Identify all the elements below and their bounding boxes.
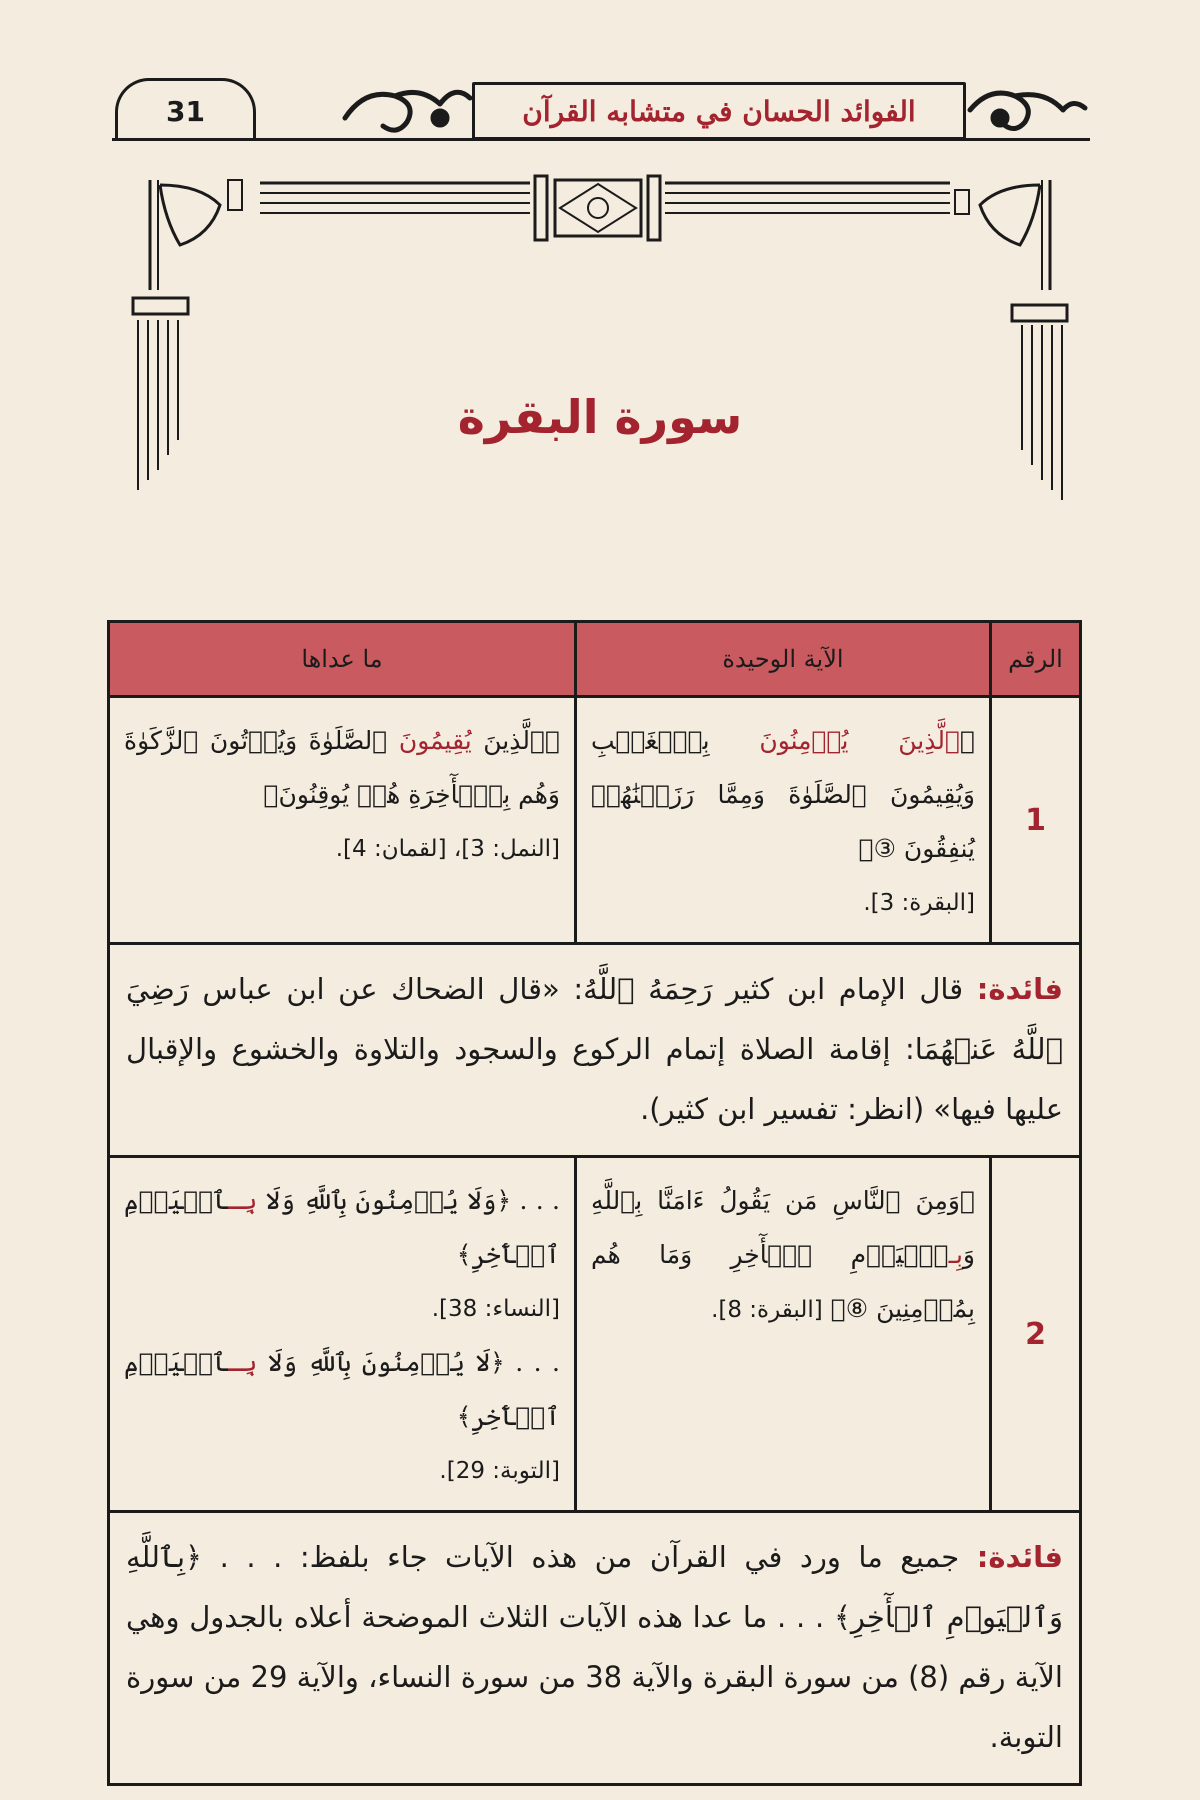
unique-verse-cell [576, 1157, 991, 1512]
verse-text: ٱلۡيَوۡمِ ٱلۡأٓخِرِ وَمَا هُم بِمُؤۡمِنِينَ ⑧﴾ [591, 1240, 975, 1323]
note-row [109, 944, 1081, 1157]
verse-text: ﴿ [959, 726, 975, 755]
verse-text: بِٱلۡغَيۡبِ وَيُقِيمُونَ ٱلصَّلَوٰةَ وَمِمَّا رَزَقۡنَٰهُمۡ يُنفِقُونَ ③﴾ [591, 726, 975, 863]
others-cell [109, 697, 576, 944]
verse-text: . . . ﴿لَا يُؤۡمِنُونَ بِٱللَّهِ وَلَا [257, 1348, 560, 1377]
verse-text: ٱلۡيَوۡمِ ٱلۡأٓخِرِ﴾ [124, 1348, 560, 1431]
verse-reference: [البقرة: 3]. [863, 890, 975, 916]
verse-reference: [البقرة: 8]. [711, 1297, 823, 1323]
verse-highlight: ٱلَّذِينَ يُؤۡمِنُونَ [759, 726, 960, 755]
verse-text: ٱلۡيَوۡمِ ٱلۡأٓخِرِ﴾ [124, 1186, 560, 1269]
table-header-row [109, 622, 1081, 697]
book-title: الفوائد الحسان في متشابه القرآن [472, 82, 966, 140]
verse-reference: [النمل: 3]، [لقمان: 4]. [335, 836, 560, 862]
verse-highlight: بِـ [948, 1240, 963, 1269]
row-number: 1 [991, 697, 1081, 944]
note-text: جميع ما ورد في القرآن من هذه الآيات جاء بلفظ: . . . ﴿بِٱللَّهِ وَٱلۡيَوۡمِ ٱلۡأٓخِرِ﴾ . . . ما عدا هذه الآيات الثلاث الموضحة أعلاه بالجدول وهي الآية رقم (8) من سورة البقرة والآية 38 من سورة النساء، والآية 29 من سورة التوبة. [126, 1540, 1063, 1754]
note-label: فائدة: [976, 972, 1063, 1006]
page-number: 31 [115, 78, 256, 141]
note-cell [109, 944, 1081, 1157]
verse-highlight: يُقِيمُونَ [398, 726, 472, 755]
verse-text: ﴿ٱلَّذِينَ [471, 726, 560, 755]
note-cell [109, 1512, 1081, 1785]
verses-table [107, 620, 1082, 1786]
verse-text: ٱلصَّلَوٰةَ وَيُؤۡتُونَ ٱلزَّكَوٰةَ وَهُم بِٱلۡأٓخِرَةِ هُمۡ يُوقِنُونَ﴾ [124, 726, 560, 809]
header-others: ما عداها [109, 622, 576, 697]
table-row [109, 1157, 1081, 1512]
note-row [109, 1512, 1081, 1785]
header-unique-verse: الآية الوحيدة [576, 622, 991, 697]
table-row [109, 697, 1081, 944]
row-number: 2 [991, 1157, 1081, 1512]
header-number: الرقم [991, 622, 1081, 697]
unique-verse-cell [576, 697, 991, 944]
others-cell [109, 1157, 576, 1512]
verse-text: . . . ﴿وَلَا يُؤۡمِنُونَ بِٱللَّهِ وَلَا [257, 1186, 560, 1215]
note-label: فائدة: [976, 1540, 1063, 1574]
verse-reference: [النساء: 38]. [431, 1296, 560, 1322]
verse-text: ﴿وَمِنَ ٱلنَّاسِ مَن يَقُولُ ءَامَنَّا بِٱللَّهِ وَ [591, 1186, 975, 1269]
verse-reference: [التوبة: 29]. [439, 1458, 560, 1484]
surah-title: سورة البقرة [457, 390, 743, 444]
verse-highlight: بِـ [227, 1348, 258, 1377]
verse-highlight: بِـ [227, 1186, 258, 1215]
note-text: قال الإمام ابن كثير رَحِمَهُ ٱللَّهُ: «قال الضحاك عن ابن عباس رَضِيَ ٱللَّهُ عَنۡهُمَا: إقامة الصلاة إتمام الركوع والسجود والتلاوة والخشوع والإقبال عليها فيها» (انظر: تفسير ابن كثير). [126, 972, 1063, 1126]
